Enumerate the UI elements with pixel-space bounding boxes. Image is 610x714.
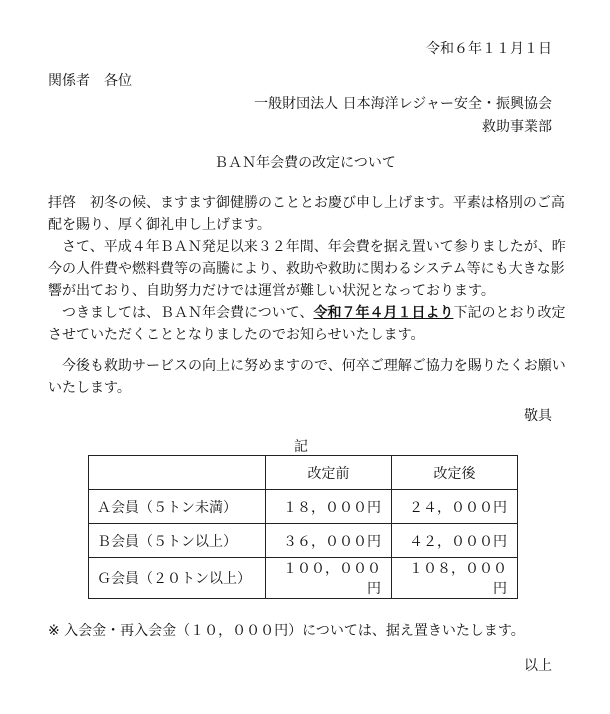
fee-before: ３６，０００円 [266, 524, 392, 558]
paragraph-request: 今後も救助サービスの向上に努めますので、何卒ご理解ご協力を賜りたくお願いいたします。 [48, 358, 566, 396]
paragraph-background: さて、平成４年ＢＡＮ発足以来３２年間、年会費を据え置いて参りましたが、昨今の人件費や燃料費等の高騰により、救助や救助に関わるシステム等にも大きな影響が出ており、自助努力だけでは運営が難しい状況となっております。 [48, 239, 566, 299]
table-row [89, 524, 518, 558]
letter-title: ＢＡＮ年会費の改定について [214, 155, 396, 171]
fee-before: １８，０００円 [266, 490, 392, 524]
addressee: 関係者 各位 [48, 73, 132, 89]
member-type: Ａ会員（５トン未満） [89, 490, 266, 524]
table-header-cell: 改定後 [392, 456, 518, 490]
letter-date: 令和６年１１月１日 [426, 41, 552, 57]
sender-department: 救助事業部 [482, 119, 552, 135]
table-header-row [89, 456, 518, 490]
member-type: Ｂ会員（５トン以上） [89, 524, 266, 558]
table-header-cell: 改定前 [266, 456, 392, 490]
fee-table [88, 455, 518, 599]
member-type: Ｇ会員（２０トン以上） [89, 558, 266, 599]
table-row [89, 558, 518, 599]
announcement-rest: 下記のとおり改定させていただくこととなりましたのでお知らせいたします。 [48, 305, 566, 343]
table-row [89, 490, 518, 524]
effective-date: 令和７年４月１日より [313, 305, 454, 321]
fee-after: ２４，０００円 [392, 490, 518, 524]
ki-heading: 記 [294, 439, 308, 455]
table-header-cell [89, 456, 266, 490]
sender-organization: 一般財団法人 日本海洋レジャー安全・振興協会 [254, 96, 552, 112]
closing-keigu: 敬具 [524, 408, 552, 424]
closing-ijou: 以上 [524, 658, 552, 674]
fee-after: ４２，０００円 [392, 524, 518, 558]
announcement-lead: つきましては、ＢＡＮ年会費について、 [48, 305, 314, 321]
fee-before: １００，０００円 [266, 558, 392, 599]
fee-after: １０８，０００円 [392, 558, 518, 599]
fee-note: ※ 入会金・再入会金（１０，０００円）については、据え置きいたします。 [48, 623, 525, 639]
paragraph-announcement [48, 302, 568, 346]
paragraph-greeting: 拝啓 初冬の候、ますます御健勝のこととお慶び申し上げます。平素は格別のご高配を賜り、厚く御礼申し上げます。 [48, 195, 565, 233]
